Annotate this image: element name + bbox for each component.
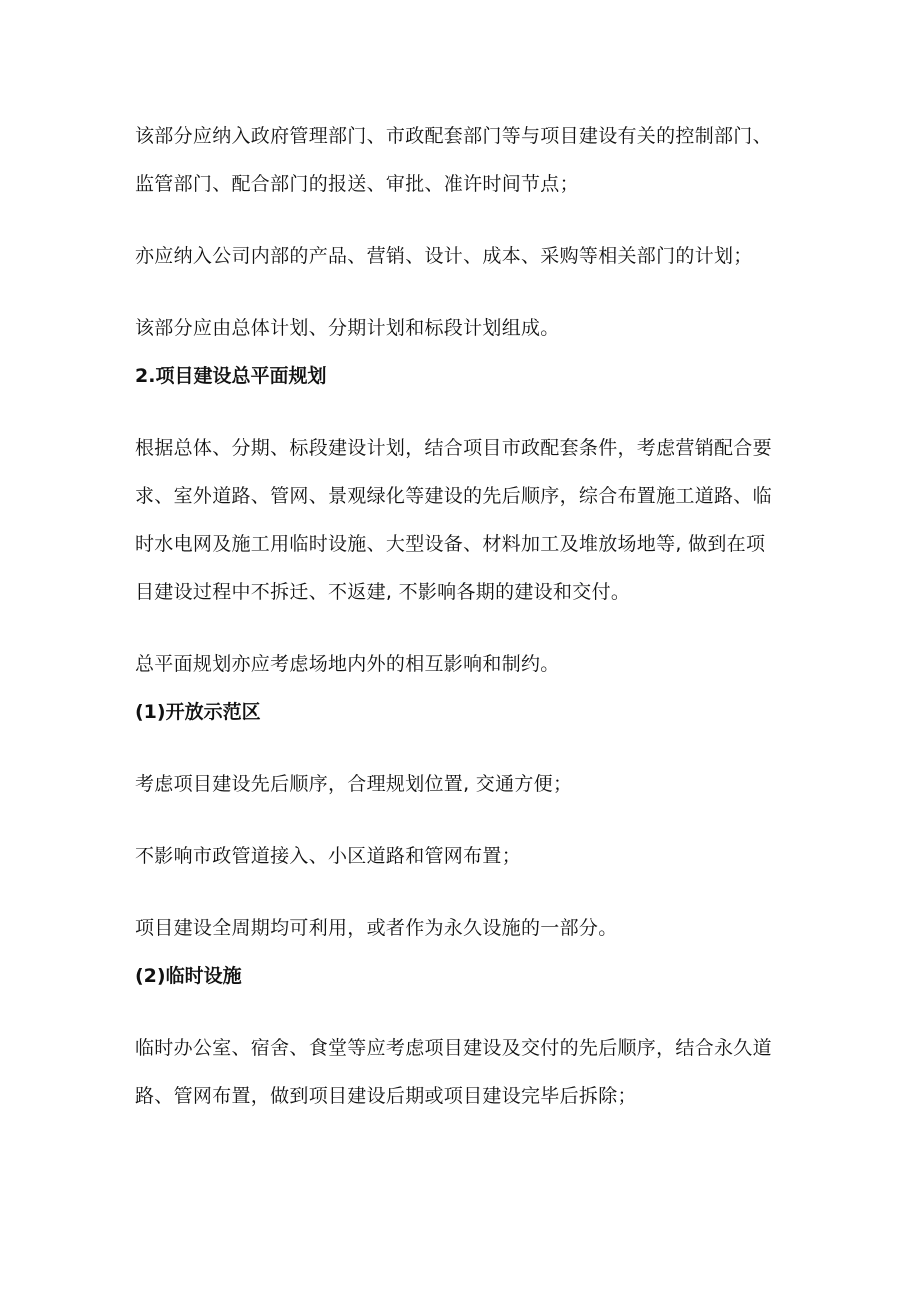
text-line: 临时办公室、宿舍、食堂等应考虑项目建设及交付的先后顺序，结合永久道	[135, 1037, 772, 1059]
heading-line: (2)临时设施	[135, 965, 242, 987]
text-line: 总平面规划亦应考虑场地内外的相互影响和制约。	[135, 653, 560, 675]
subsection-heading-demo-area	[135, 688, 800, 736]
text-line: 亦应纳入公司内部的产品、营销、设计、成本、采购等相关部门的计划；	[135, 245, 753, 267]
section-heading-site-plan	[135, 352, 800, 400]
text-line: 监管部门、配合部门的报送、审批、准许时间节点；	[135, 173, 579, 195]
text-line: 求、室外道路、管网、景观绿化等建设的先后顺序，综合布置施工道路、临	[135, 485, 772, 507]
text-line: 不影响市政管道接入、小区道路和管网布置；	[135, 845, 522, 867]
subsection-heading-temp-facilities	[135, 952, 800, 1000]
paragraph-site-plan-basis	[135, 424, 800, 616]
text-line: 该部分应由总体计划、分期计划和标段计划组成。	[135, 317, 560, 339]
text-line: 项目建设全周期均可利用，或者作为永久设施的一部分。	[135, 917, 618, 939]
paragraph-internal-plans	[135, 232, 800, 280]
paragraph-approval-nodes	[135, 112, 800, 208]
text-line: 目建设过程中不拆迁、不返建, 不影响各期的建设和交付。	[135, 581, 631, 603]
text-line: 该部分应纳入政府管理部门、市政配套部门等与项目建设有关的控制部门、	[135, 125, 772, 147]
paragraph-demo-pipelines	[135, 832, 800, 880]
paragraph-temp-facilities	[135, 1024, 800, 1120]
text-line: 时水电网及施工用临时设施、大型设备、材料加工及堆放场地等, 做到在项	[135, 533, 766, 555]
text-line: 考虑项目建设先后顺序，合理规划位置, 交通方便；	[135, 773, 573, 795]
text-line: 路、管网布置，做到项目建设后期或项目建设完毕后拆除；	[135, 1085, 637, 1107]
paragraph-demo-location	[135, 760, 800, 808]
text-line: 根据总体、分期、标段建设计划，结合项目市政配套条件，考虑营销配合要	[135, 437, 772, 459]
paragraph-plan-composition	[135, 304, 800, 352]
paragraph-site-constraints	[135, 640, 800, 688]
heading-line: (1)开放示范区	[135, 701, 261, 723]
heading-line: 2.项目建设总平面规划	[135, 365, 327, 387]
paragraph-demo-lifecycle	[135, 904, 800, 952]
